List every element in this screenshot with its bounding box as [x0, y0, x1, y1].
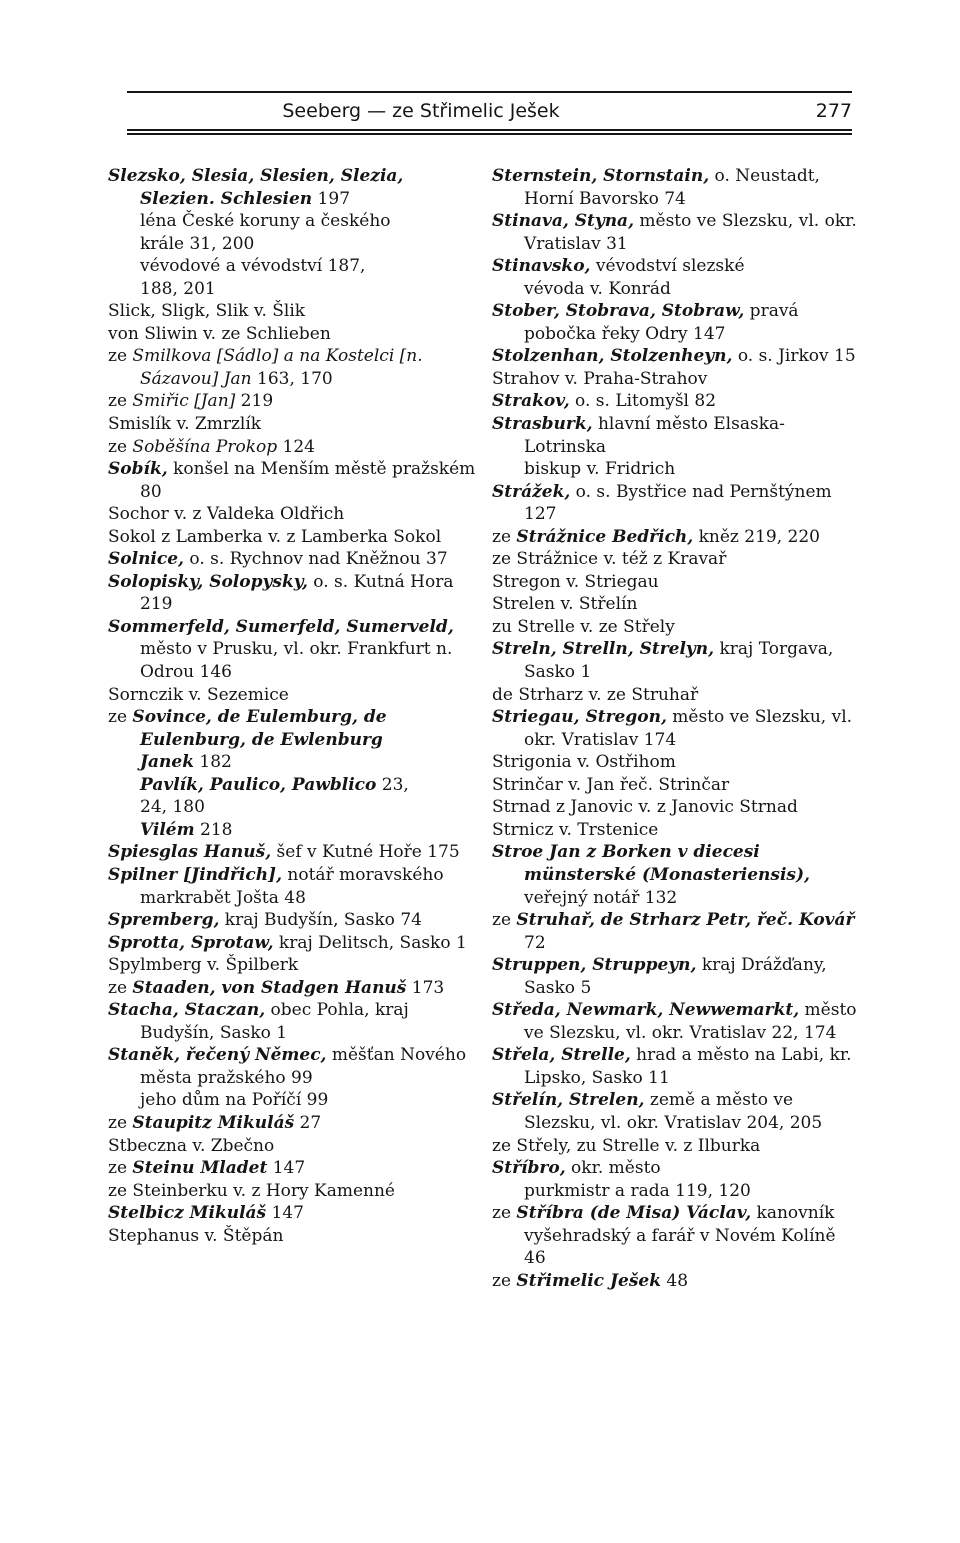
entry-text: ze: [492, 1270, 517, 1291]
entry-text: ze: [108, 346, 133, 367]
entry-headword: Stinavsko,: [492, 256, 591, 277]
entry-text: ze: [108, 1158, 133, 1179]
entry-italic-text: Smilkova [Sádlo] a na Kostelci [n. Sázavou] Jan: [132, 346, 429, 389]
entry-headword: Sommerfeld, Sumerfeld, Sumerveld,: [108, 616, 454, 637]
index-entry: [108, 864, 478, 909]
index-entry: [108, 300, 478, 323]
entry-headword: Střelín, Strelen,: [492, 1090, 645, 1111]
entry-text: Smislík v. Zmrzlík: [108, 414, 262, 435]
entry-headword: Steinu Mladet: [132, 1158, 268, 1179]
entry-text: ze: [108, 391, 133, 412]
entry-headword: Streln, Strelln, Strelyn,: [492, 639, 715, 660]
entry-text: ze: [108, 1112, 133, 1133]
entry-headword: Spilner [Jindřich],: [108, 864, 283, 885]
entry-text: Stephanus v. Štěpán: [108, 1225, 284, 1246]
entry-headword: Strážek,: [492, 481, 571, 502]
entry-text: Slick, Sligk, Slik v. Šlik: [108, 301, 306, 322]
entry-headword: Janek: [140, 752, 195, 773]
index-entry: [492, 774, 858, 797]
index-entry: [492, 841, 858, 909]
entry-text: o. s. Jirkov 15: [732, 346, 856, 367]
index-entry: [492, 1089, 858, 1134]
entry-text: hlavní město Elsaska-Lotrinska biskup v. Fridrich: [524, 414, 785, 480]
entry-headword: Stober, Stobrava, Stobraw,: [492, 301, 745, 322]
index-entry: [108, 909, 478, 932]
entry-text: kanovník vyšehradský a farář v Novém Kolíně 46: [524, 1203, 841, 1269]
entry-text: 23, 24, 180: [140, 774, 409, 818]
entry-headword: Sobík,: [108, 459, 168, 480]
index-entry: [108, 413, 478, 436]
index-column-right: [492, 165, 863, 1292]
index-entry: [108, 390, 478, 413]
entry-headword: Střimelic Ješek: [516, 1270, 661, 1291]
entry-text: pravá pobočka řeky Odry 147: [524, 301, 804, 344]
index-entry: [108, 526, 478, 549]
index-entry: [492, 638, 858, 683]
entry-headword: Stelbicz Mikuláš: [108, 1203, 267, 1224]
page-header: [127, 91, 852, 135]
entry-text: kraj Budyšín, Sasko 74: [219, 910, 422, 931]
index-entry: [492, 954, 858, 999]
index-entry: [492, 1135, 858, 1158]
entry-text: ze: [492, 910, 517, 931]
entry-text: ze Střely, zu Strelle v. z Ilburka: [492, 1135, 761, 1156]
entry-text: hrad a město na Labi, kr. Lipsko, Sasko 11: [524, 1045, 857, 1088]
entry-headword: Solnice,: [108, 549, 184, 570]
entry-text: ze: [108, 436, 133, 457]
entry-text: měšťan Nového města pražského 99 jeho dům na Poříčí 99: [140, 1045, 467, 1111]
index-entry: [108, 977, 478, 1000]
index-entry: [492, 819, 858, 842]
entry-headword: Spremberg,: [108, 910, 220, 931]
index-entry: [108, 616, 478, 684]
entry-headword: Stacha, Staczan,: [108, 1000, 266, 1021]
entry-headword: Stinava, Styna,: [492, 211, 634, 232]
entry-text: Sornczik v. Sezemice: [108, 684, 289, 705]
index-entry: [108, 165, 478, 300]
index-entry: [108, 999, 478, 1044]
running-head: Seeberg — ze Střimelic Ješek: [282, 100, 560, 122]
index-column-left: [108, 165, 481, 1247]
entry-text: kraj Drážďany, Sasko 5: [524, 955, 833, 998]
index-entry: [108, 1180, 478, 1203]
entry-text: Stbeczna v. Zbečno: [108, 1135, 275, 1156]
index-entry: [492, 255, 858, 300]
index-entry: [492, 1202, 858, 1270]
entry-headword: Středa, Newmark, Newwemarkt,: [492, 1000, 800, 1021]
entry-text: Strelen v. Střelín: [492, 594, 638, 615]
index-entry: [492, 1044, 858, 1089]
entry-text: 27: [294, 1112, 322, 1133]
entry-text: ze: [108, 707, 133, 728]
entry-text: o. s. Litomyšl 82: [569, 391, 717, 412]
entry-text: 218: [194, 819, 233, 840]
page-number: 277: [815, 100, 852, 122]
index-entry: [492, 1157, 858, 1202]
entry-text: 147: [266, 1203, 304, 1224]
entry-headword: Stříbra (de Misa) Václav,: [516, 1203, 752, 1224]
entry-headword: Striegau, Stregon,: [492, 707, 667, 728]
entry-text: okr. město purkmistr a rada 119, 120: [524, 1158, 751, 1201]
entry-text: notář moravského markrabět Jošta 48: [140, 864, 449, 908]
entry-italic-text: Smiřic [Jan]: [132, 391, 236, 412]
index-entry: [492, 526, 858, 549]
entry-text: 124: [277, 436, 315, 457]
index-entry: [492, 345, 858, 368]
entry-headword: Stolzenhan, Stolzenheyn,: [492, 346, 733, 367]
entry-headword: Strasburk,: [492, 414, 593, 435]
entry-text: o. s. Kutná Hora 219: [140, 571, 459, 615]
entry-text: kraj Delitsch, Sasko 1: [273, 932, 467, 953]
index-entry: [108, 323, 478, 346]
entry-text: Sochor v. z Valdeka Oldřich: [108, 504, 345, 525]
entry-text: kněz 219, 220: [693, 526, 820, 547]
entry-headword: Sprotta, Sprotaw,: [108, 932, 274, 953]
index-entry: [108, 684, 478, 707]
index-entry: [108, 954, 478, 977]
index-entry: [492, 616, 858, 639]
index-entry: [492, 413, 858, 481]
index-entry: [108, 1135, 478, 1158]
entry-headword: Stroe Jan z Borken v diecesi münsterské (Monasteriensis),: [492, 842, 810, 885]
entry-headword: Sovince, de Eulemburg, de Eulenburg, de Ewlenburg: [132, 707, 393, 750]
index-entry: [108, 345, 478, 390]
entry-headword: Staněk, řečený Němec,: [108, 1045, 327, 1066]
entry-headword: Pavlík, Paulico, Pawblico: [140, 774, 377, 795]
entry-headword: Staupitz Mikuláš: [132, 1112, 295, 1133]
index-entry: [492, 999, 862, 1044]
header-rule-bottom-double: [127, 133, 852, 135]
entry-text: vévodství slezské vévoda v. Konrád: [524, 256, 745, 299]
entry-text: ze: [492, 526, 517, 547]
entry-text: město ve Slezsku, vl. okr. Vratislav 31: [524, 211, 863, 254]
index-entry: [492, 571, 858, 594]
entry-text: obec Pohla, kraj Budyšín, Sasko 1: [140, 1000, 415, 1043]
entry-text: Strahov v. Praha-Strahov: [492, 368, 708, 389]
entry-headword: Sternstein, Stornstain,: [492, 166, 710, 186]
entry-text: von Sliwin v. ze Schlieben: [108, 323, 331, 344]
index-entry: [108, 458, 481, 503]
entry-text: zu Strelle v. ze Střely: [492, 616, 675, 637]
index-entry: [492, 1270, 858, 1293]
entry-text: město ve Slezsku, vl. okr. Vratislav 174: [524, 707, 858, 750]
index-entry: [492, 300, 858, 345]
entry-text: země a město ve Slezsku, vl. okr. Vratislav 204, 205: [524, 1090, 823, 1133]
entry-text: o. Neustadt, Horní Bavorsko 74: [524, 166, 826, 209]
index-entry: [492, 706, 858, 751]
entry-text: ze: [108, 977, 133, 998]
entry-text: o. s. Rychnov nad Kněžnou 37: [183, 549, 448, 570]
entry-text: Strinčar v. Jan řeč. Strinčar: [492, 774, 730, 795]
entry-headword: Struppen, Struppeyn,: [492, 955, 697, 976]
entry-text: ze Steinberku v. z Hory Kamenné: [108, 1180, 395, 1201]
entry-headword: Stříbro,: [492, 1158, 566, 1179]
index-entry: [492, 390, 858, 413]
index-entry: [108, 1112, 478, 1135]
entry-text: ze Strážnice v. též z Kravař: [492, 549, 727, 570]
index-entry: [108, 503, 478, 526]
index-entry: [492, 751, 858, 774]
entry-text: Strigonia v. Ostřihom: [492, 752, 676, 773]
index-entry: [492, 210, 863, 255]
entry-text: 163, 170: [251, 368, 333, 389]
index-entry: [492, 481, 858, 526]
index-entry: [492, 548, 858, 571]
entry-headword: Struhař, de Strharz Petr, řeč. Kovář: [516, 910, 855, 931]
entry-text: de Strharz v. ze Struhař: [492, 684, 699, 705]
entry-headword: Solopisky, Solopysky,: [108, 571, 308, 592]
entry-italic-text: Soběšína Prokop: [132, 436, 278, 457]
entry-text: 219: [235, 391, 274, 412]
index-entry: [492, 368, 858, 391]
entry-headword: Vilém: [140, 819, 195, 840]
entry-text: o. s. Bystřice nad Pernštýnem 127: [524, 481, 838, 525]
entry-text: 72: [524, 910, 860, 953]
entry-text: ze: [492, 1203, 517, 1224]
entry-headword: Slezsko, Slesia, Slesien, Slezia, Slezien. Schlesien: [108, 166, 410, 209]
entry-headword: Strážnice Bedřich,: [516, 526, 694, 547]
entry-text: konšel na Menším městě pražském 80: [140, 459, 481, 502]
entry-headword: Staaden, von Stadgen Hanuš: [132, 977, 407, 998]
entry-headword: Strakov,: [492, 391, 570, 412]
entry-text: Stregon v. Striegau: [492, 571, 659, 592]
entry-text: kraj Torgava, Sasko 1: [524, 639, 839, 683]
entry-text: 173: [406, 977, 445, 998]
entry-text: Strnad z Janovic v. z Janovic Strnad: [492, 797, 798, 818]
index-entry: [492, 909, 858, 954]
entry-headword: Spiesglas Hanuš,: [108, 842, 272, 863]
entry-text: Sokol z Lamberka v. z Lamberka Sokol: [108, 526, 442, 547]
index-entry: [492, 684, 858, 707]
entry-text: město v Prusku, vl. okr. Frankfurt n. Odrou 146: [140, 616, 460, 683]
index-entry: [108, 548, 478, 571]
index-entry: [108, 1157, 478, 1180]
entry-text: Strnicz v. Trstenice: [492, 819, 659, 840]
entry-headword: Střela, Strelle,: [492, 1045, 631, 1066]
entry-text: 197 léna České koruny a českého krále 31, 200 vévodové a vévodství 187, 188, 201: [140, 188, 391, 299]
entry-text: šef v Kutné Hoře 175: [271, 842, 460, 863]
index-entry: [108, 1044, 478, 1112]
index-entry: [108, 706, 478, 841]
index-entry: [108, 571, 478, 616]
index-entry: [108, 1202, 478, 1225]
index-entry: [108, 1225, 478, 1248]
header-rule-bottom: [127, 129, 852, 131]
entry-text: 147: [267, 1158, 306, 1179]
entry-text: veřejný notář 132: [524, 864, 816, 908]
entry-text: 182: [199, 752, 232, 773]
index-entry: [492, 593, 858, 616]
index-entry: [108, 436, 478, 459]
index-entry: [492, 165, 858, 210]
index-entry: [108, 841, 478, 864]
header-rule-top: [127, 91, 852, 93]
index-entry: [108, 932, 478, 955]
entry-text: město ve Slezsku, vl. okr. Vratislav 22, 174: [524, 1000, 862, 1043]
entry-text: 48: [660, 1270, 689, 1291]
entry-text: Spylmberg v. Špilberk: [108, 955, 299, 976]
index-entry: [492, 796, 858, 819]
